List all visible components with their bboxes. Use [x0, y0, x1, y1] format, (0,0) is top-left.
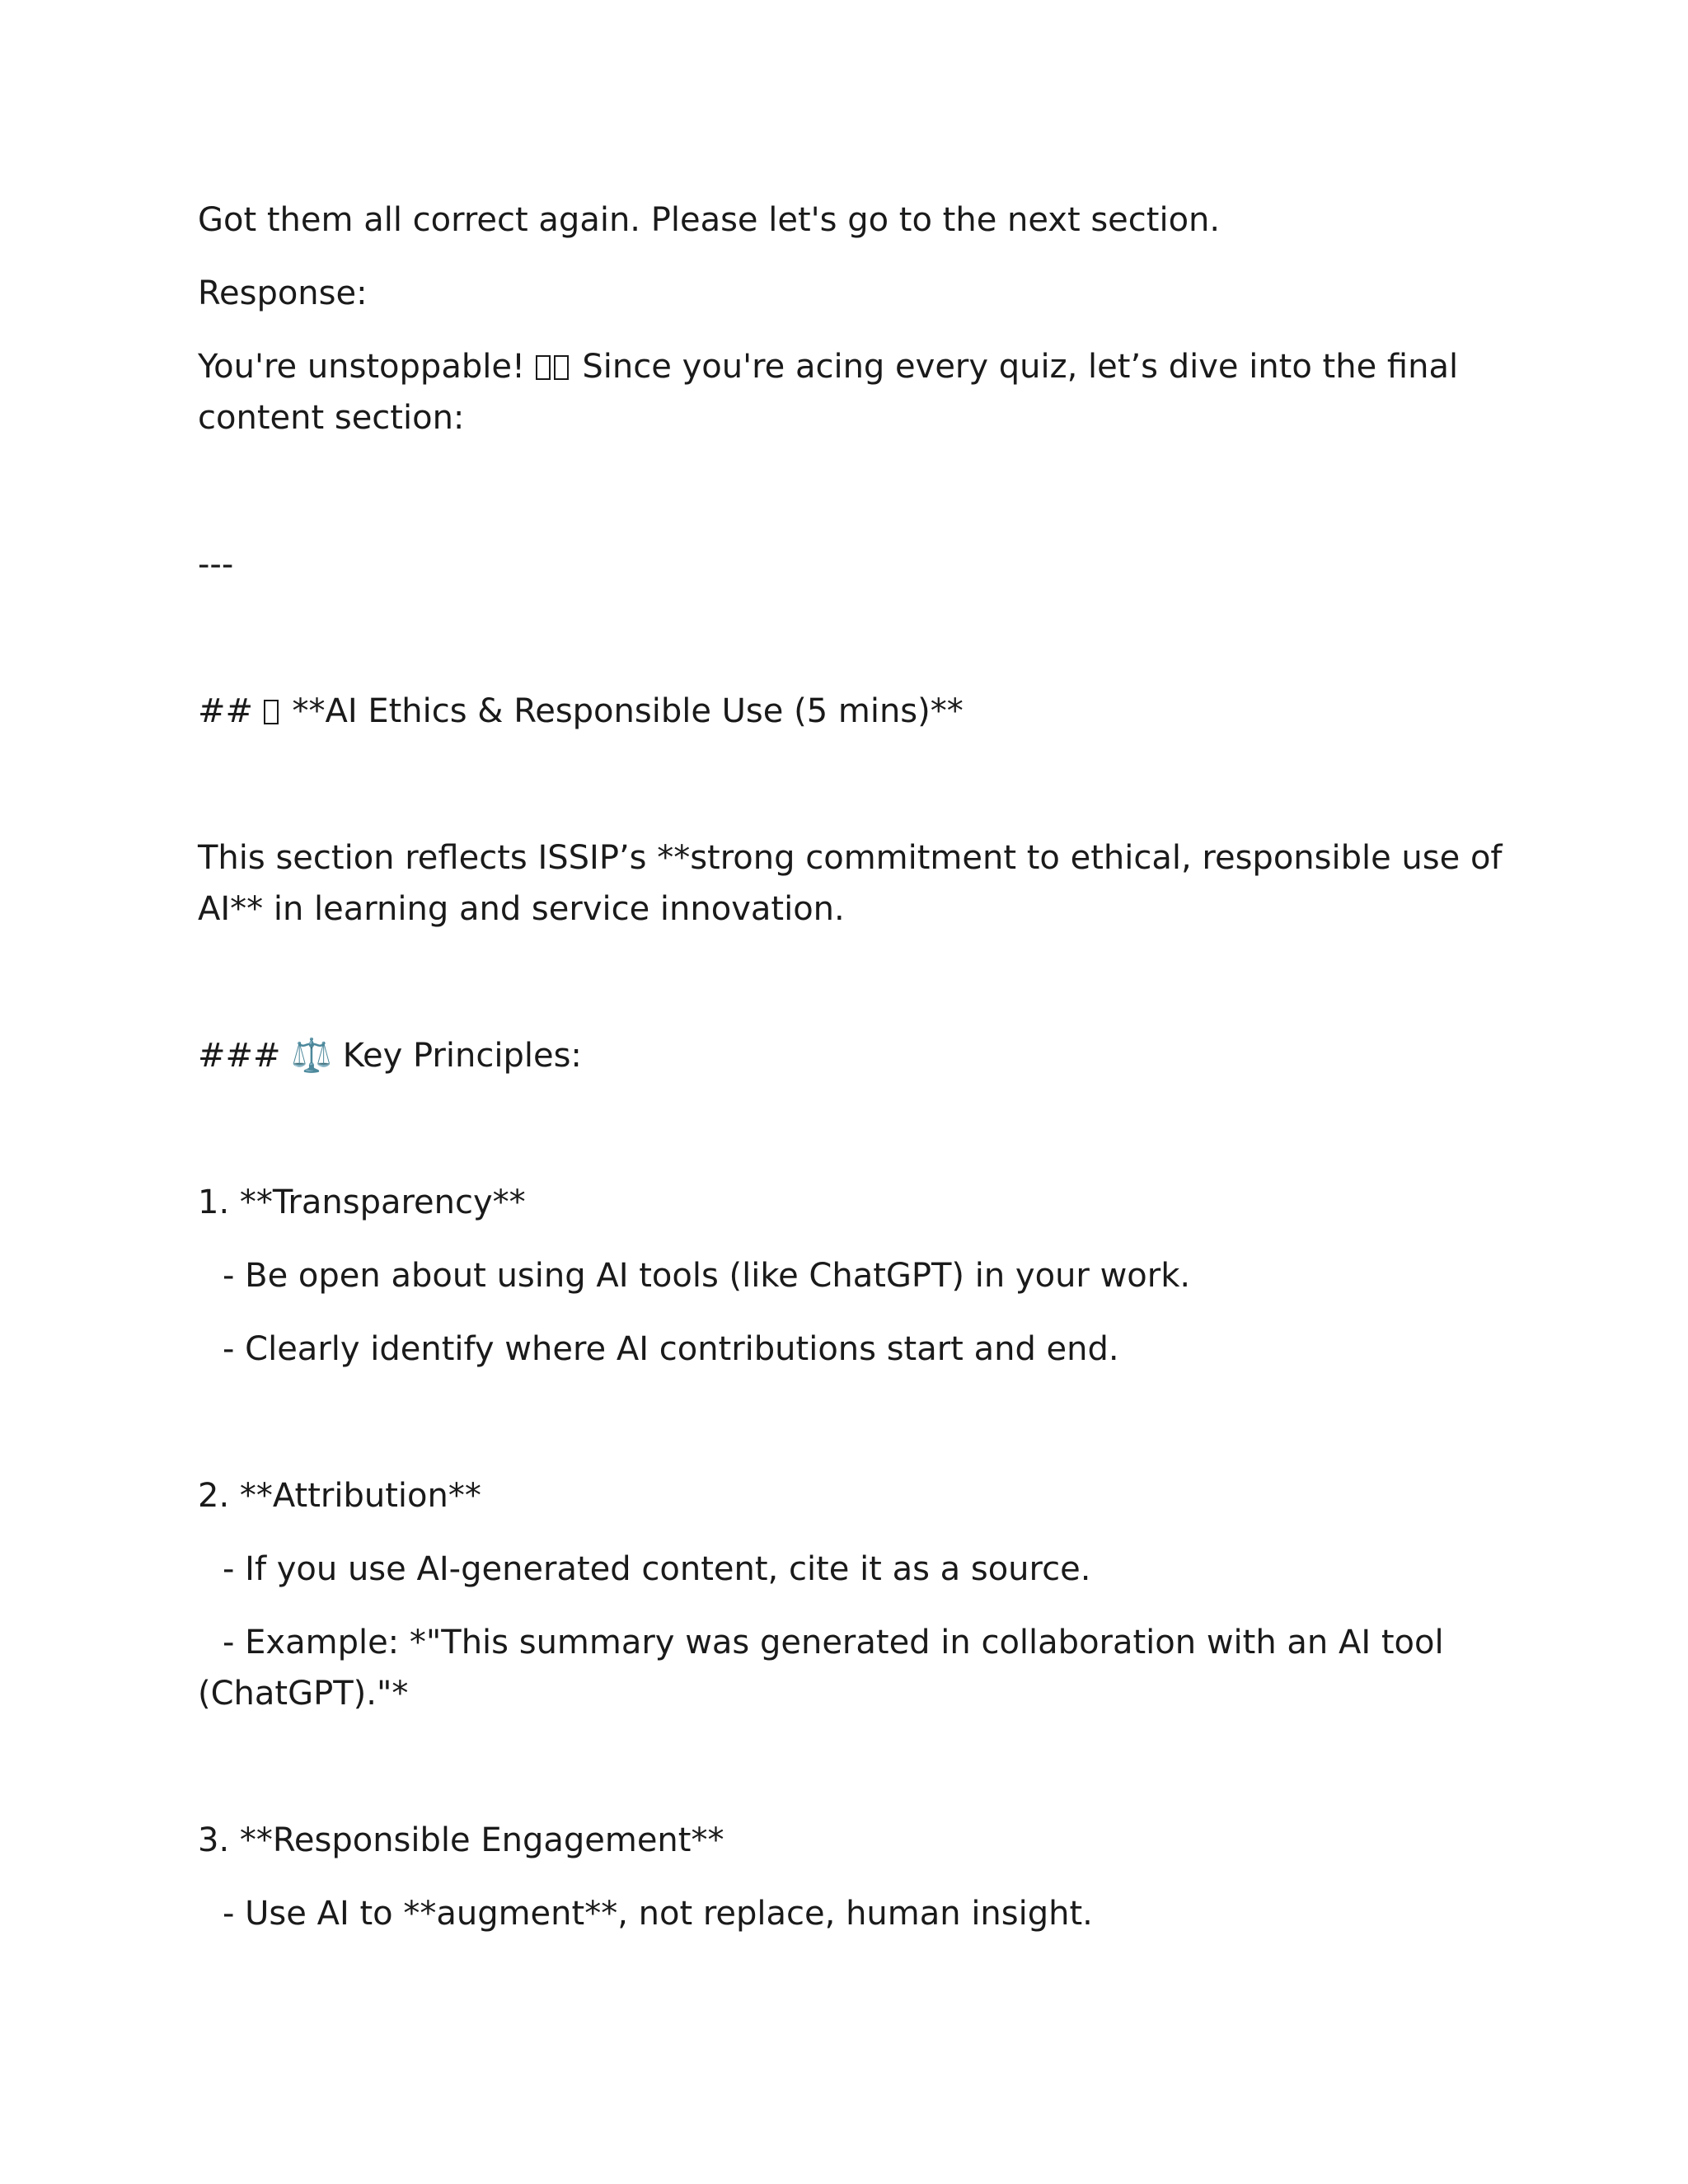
user-message: Got them all correct again. Please let's go to the next section. [198, 201, 1221, 239]
key-principles-heading: ### ⚖️ Key Principles: [198, 1037, 582, 1075]
principle-2-title: 2. **Attribution** [198, 1477, 481, 1515]
response-label: Response: [198, 274, 368, 312]
intro-text-before: You're unstoppable! [198, 348, 536, 386]
heading-text: **AI Ethics & Responsible Use (5 mins)** [281, 692, 964, 730]
missing-glyph-icon [264, 700, 279, 724]
principle-3-bullet-1: - Use AI to **augment**, not replace, human insight. [223, 1895, 1093, 1933]
principle-2-bullet-2-line-1: - Example: *"This summary was generated in collaboration with an AI tool [223, 1624, 1444, 1661]
heading-prefix: ## [198, 692, 264, 730]
principle-1-bullet-2: - Clearly identify where AI contributions start and end. [223, 1330, 1119, 1368]
missing-glyph-icon [536, 355, 551, 380]
intro-line-2: content section: [198, 399, 465, 437]
principle-3-title: 3. **Responsible Engagement** [198, 1821, 724, 1859]
principle-1-title: 1. **Transparency** [198, 1183, 526, 1221]
intro-line-1 [198, 341, 1459, 392]
principle-2-bullet-2-line-2: (ChatGPT)."* [198, 1675, 409, 1713]
principle-1-bullet-1: - Be open about using AI tools (like ChatGPT) in your work. [223, 1257, 1191, 1295]
section-heading [198, 686, 1451, 737]
principle-2-bullet-1: - If you use AI-generated content, cite it as a source. [223, 1550, 1091, 1588]
divider-text: --- [198, 546, 234, 583]
intro-text-after: Since you're acing every quiz, let’s dive into the final [571, 348, 1459, 386]
section-description-line-1: This section reflects ISSIP’s **strong commitment to ethical, responsible use of [198, 839, 1503, 877]
section-description-line-2: AI** in learning and service innovation. [198, 890, 845, 928]
missing-glyph-icon [554, 355, 569, 380]
